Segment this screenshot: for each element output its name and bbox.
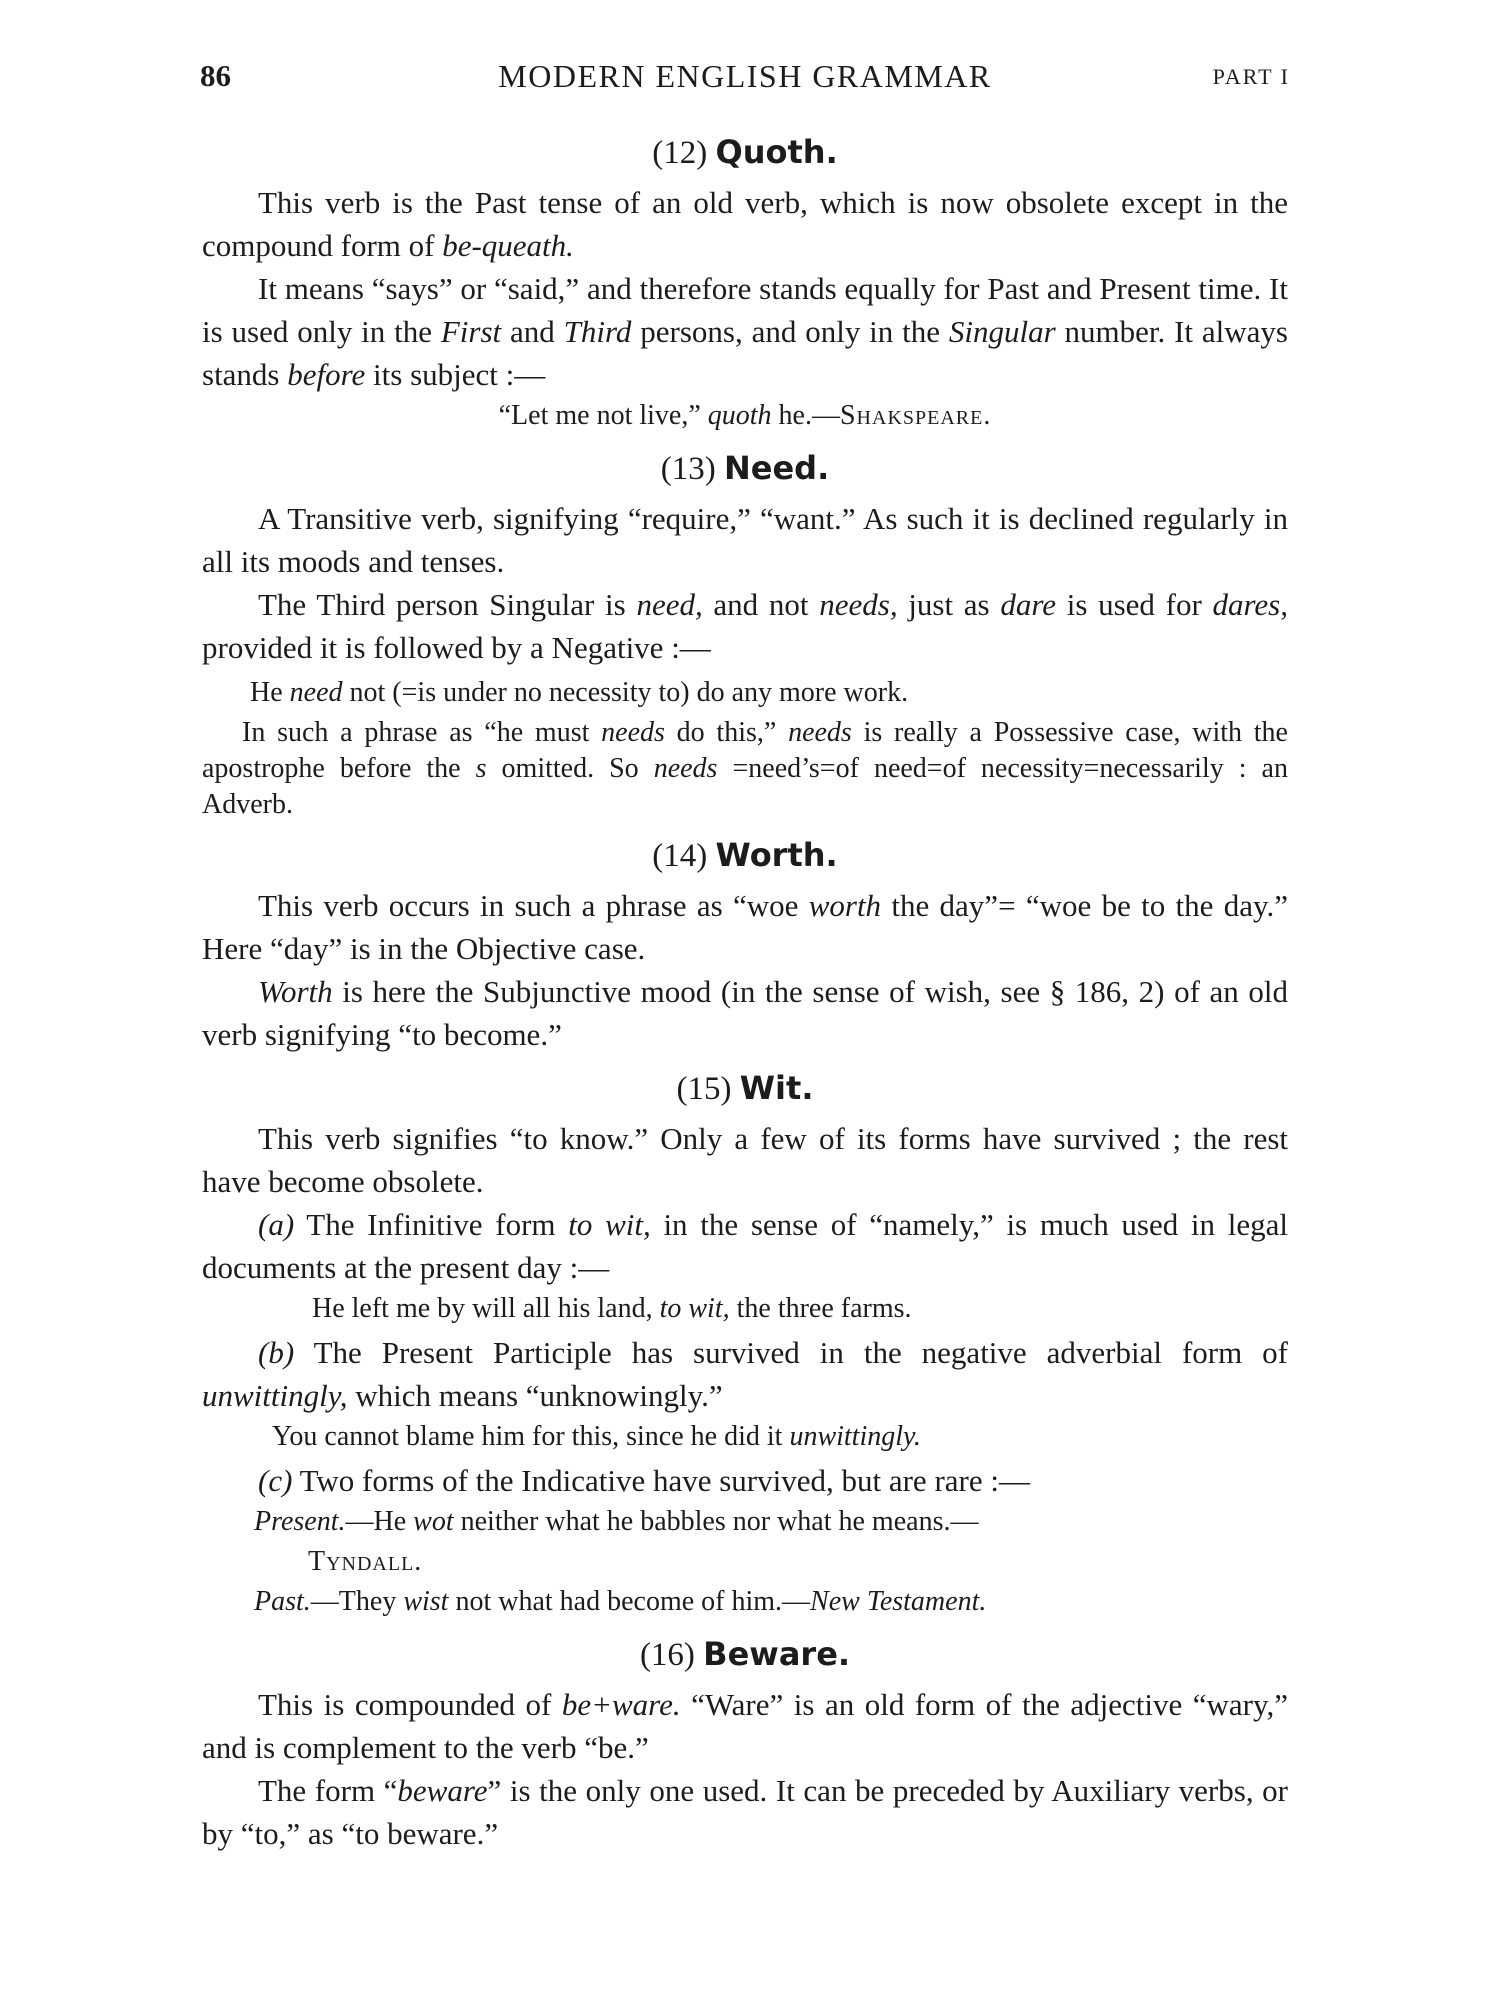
text: He left me by will all his land, [312, 1293, 660, 1324]
text: “Let me not live,” [498, 400, 708, 431]
text: In such a phrase as “he must [242, 717, 602, 748]
section-number: (16) [639, 1637, 695, 1673]
italic-text: wot [413, 1506, 454, 1537]
paragraph [202, 181, 1288, 267]
section-quoth [202, 130, 1288, 436]
quote-source: Shakspeare. [839, 400, 992, 431]
section-word: Worth. [715, 836, 838, 874]
text: The form “ [258, 1773, 398, 1808]
italic-text: Singular [948, 314, 1056, 349]
text: The Third person Singular is [258, 587, 637, 622]
example-past [254, 1582, 1288, 1622]
text: not what had become of him.— [448, 1586, 811, 1617]
italic-text: wist [403, 1586, 449, 1617]
section-heading [202, 130, 1288, 175]
text: persons, and only in the [631, 314, 949, 349]
text: —He [345, 1506, 414, 1537]
example-sentence [272, 1417, 1288, 1457]
section-number: (15) [676, 1071, 732, 1107]
paragraph [202, 1683, 1288, 1769]
italic-text: to wit, [568, 1207, 651, 1242]
item-label: (c) [258, 1463, 293, 1498]
section-heading [202, 833, 1288, 878]
running-title: MODERN ENGLISH GRAMMAR [498, 58, 992, 94]
section-heading [202, 1066, 1288, 1111]
text: ” is the only one used. It can be preceded by Auxiliary verbs, or by “to,” as “to beware.” [202, 1773, 1288, 1851]
italic-text: before [287, 357, 366, 392]
text: =need’s=of need=of necessity=necessarily : an Adverb. [202, 753, 1288, 820]
example-sentence [250, 673, 1288, 713]
text: “Ware” is an old form of the adjective “wary,” and is complement to the verb “be.” [202, 1687, 1288, 1765]
italic-text: needs [601, 717, 665, 748]
example-quote [202, 396, 1288, 436]
section-wit [202, 1066, 1288, 1622]
note-paragraph [202, 715, 1288, 823]
italic-text: worth [808, 888, 882, 923]
italic-text: unwittingly, [202, 1378, 348, 1413]
text: number. It always stands [202, 314, 1288, 392]
text: do this,” [664, 717, 789, 748]
paragraph [202, 970, 1288, 1056]
italic-text: needs [653, 753, 718, 784]
italic-text: to wit, [659, 1293, 730, 1324]
paragraph [202, 884, 1288, 970]
italic-text: First [440, 314, 502, 349]
section-need [202, 446, 1288, 823]
section-heading [202, 446, 1288, 491]
page-number: 86 [200, 58, 231, 93]
section-number: (14) [652, 838, 708, 874]
text: This verb occurs in such a phrase as “woe [258, 888, 809, 923]
italic-text: dares, [1212, 587, 1288, 622]
italic-text: Third [563, 314, 632, 349]
text: the three farms. [729, 1293, 912, 1324]
item-label: (a) [258, 1207, 295, 1242]
text: and not [702, 587, 820, 622]
text: its subject :— [365, 357, 546, 392]
text: The Infinitive form [294, 1207, 569, 1242]
text: not (=is under no necessity to) do any more work. [342, 677, 909, 708]
italic-text: be+ware. [561, 1687, 681, 1722]
italic-text: Past. [254, 1586, 311, 1617]
section-word: Beware. [703, 1635, 851, 1673]
text: Two forms of the Indicative have survived, but are rare :— [292, 1463, 1030, 1498]
text: This verb is the Past tense of an old verb, which is now obsolete except in the compound form of [202, 185, 1288, 263]
italic-text: unwittingly. [789, 1421, 921, 1452]
text: —They [310, 1586, 404, 1617]
italic-text: dare [1000, 587, 1057, 622]
text: in the sense of “namely,” is much used in legal documents at the present day :— [202, 1207, 1289, 1285]
italic-text: beware [397, 1773, 488, 1808]
paragraph [202, 1459, 1288, 1502]
text: which means “unknowingly.” [347, 1378, 723, 1413]
paragraph [202, 1769, 1288, 1855]
paragraph: A Transitive verb, signifying “require,” “want.” As such it is declined regularly in all its moods and tenses. [202, 501, 1288, 579]
text: is used for [1056, 587, 1213, 622]
quote-source: New Testament. [810, 1586, 987, 1617]
italic-text: Worth [258, 974, 333, 1009]
text: He [250, 677, 290, 708]
text: he.— [771, 400, 840, 431]
paragraph [202, 1331, 1288, 1417]
item-label: (b) [258, 1335, 295, 1370]
example-sentence [312, 1289, 1288, 1329]
section-beware [202, 1632, 1288, 1855]
part-label: PART I [1212, 64, 1290, 89]
text: It means “says” or “said,” and therefore stands equally for Past and Present time. It is used only in the [202, 271, 1288, 349]
paragraph [202, 583, 1288, 669]
paragraph: This verb signifies “to know.” Only a few of its forms have survived ; the rest have become obsolete. [202, 1121, 1288, 1199]
italic-text: be-queath. [442, 228, 574, 263]
running-header [200, 58, 1290, 102]
text: This is compounded of [258, 1687, 562, 1722]
section-number: (12) [652, 135, 708, 171]
text: just as [897, 587, 1001, 622]
text: provided it is followed by a Negative :— [202, 630, 711, 665]
section-worth [202, 833, 1288, 1056]
section-heading [202, 1632, 1288, 1677]
section-word: Quoth. [715, 133, 838, 171]
text: is really a Possessive case, with the apostrophe before the [202, 717, 1288, 784]
section-word: Need. [723, 449, 830, 487]
section-number: (13) [660, 451, 716, 487]
text: is here the Subjunctive mood (in the sense of wish, see § 186, 2) of an old verb signifying “to become.” [202, 974, 1288, 1052]
italic-text: need, [636, 587, 703, 622]
page-body [202, 130, 1288, 1865]
italic-text: needs, [819, 587, 898, 622]
italic-text: s [475, 753, 487, 784]
section-word: Wit. [739, 1069, 814, 1107]
paragraph [202, 1203, 1288, 1289]
italic-text: Present. [254, 1506, 346, 1537]
italic-text: needs [788, 717, 852, 748]
italic-text: quoth [707, 400, 772, 431]
text: The Present Participle has survived in the negative adverbial form of [294, 1335, 1288, 1370]
example-present [254, 1502, 1288, 1582]
text: the day”= “woe be to the day.” Here “day” is in the Objective case. [202, 888, 1288, 966]
quote-source: Tyndall. [308, 1546, 423, 1577]
paragraph [202, 267, 1288, 396]
italic-text: need [289, 677, 343, 708]
text: omitted. So [486, 753, 654, 784]
text: and [501, 314, 564, 349]
text: You cannot blame him for this, since he did it [272, 1421, 790, 1452]
text: neither what he babbles nor what he means.— [453, 1506, 979, 1537]
